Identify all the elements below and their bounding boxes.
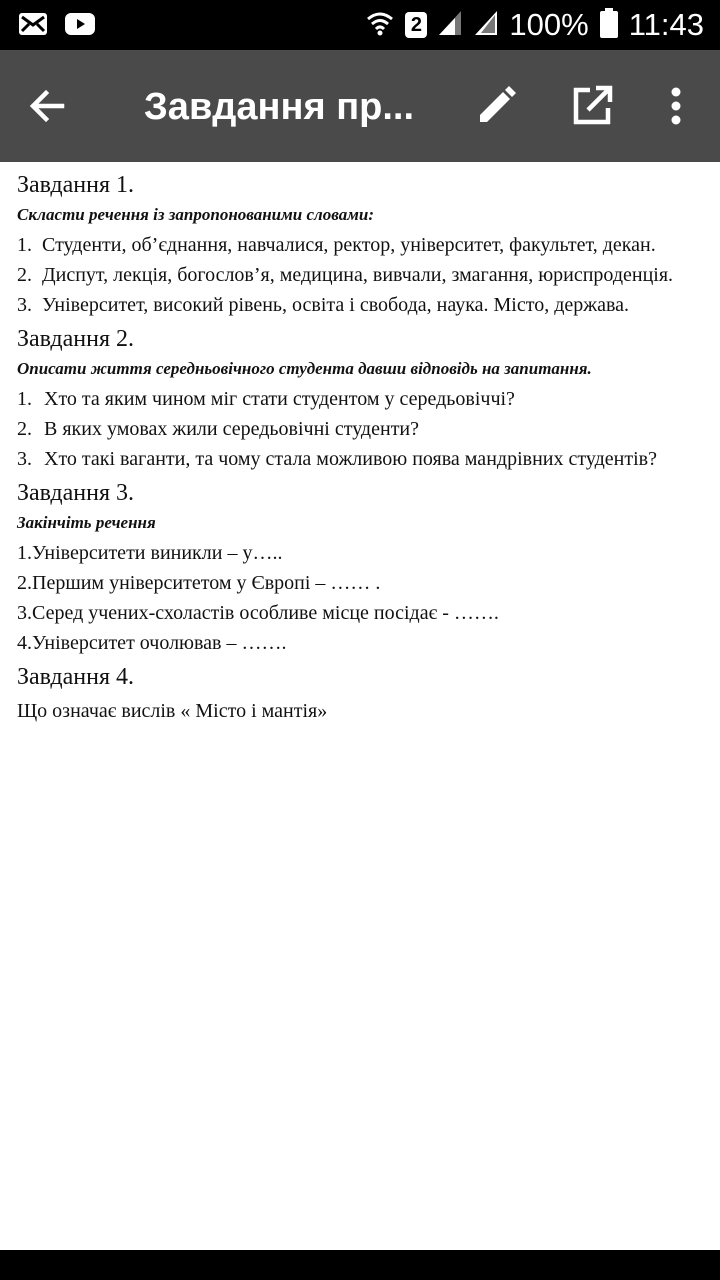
- signal-strength-icon: [437, 9, 463, 42]
- list-number: 1.: [17, 388, 32, 410]
- open-in-new-icon[interactable]: [568, 82, 616, 130]
- list-number: 2.: [17, 418, 32, 440]
- back-arrow-icon[interactable]: [24, 82, 72, 130]
- task4-heading: Завдання 4.: [17, 664, 134, 690]
- clock: 11:43: [628, 7, 704, 42]
- list-text: Хто та яким чином міг стати студентом у середьовіччі?: [44, 388, 515, 410]
- task3-heading: Завдання 3.: [17, 480, 134, 506]
- list-text: Диспут, лекція, богослов’я, медицина, вивчали, змагання, юриспроденція.: [42, 264, 674, 286]
- task1-instruction: Скласти речення із запропонованими словами:: [17, 205, 374, 224]
- list-item: [17, 230, 703, 260]
- list-number: 3.: [17, 294, 32, 316]
- list-item: [17, 414, 703, 444]
- sim-card-badge: 2: [405, 12, 427, 38]
- task2-instruction: Описати життя середньовічного студента давши відповідь на запитання.: [17, 359, 592, 378]
- list-number: 3.: [17, 448, 32, 470]
- task3-line: 3.Серед учених-схоластів особливе місце посідає - …….: [17, 602, 499, 624]
- youtube-notification-icon: [64, 11, 96, 42]
- task4-question: Що означає вислів « Місто і мантія»: [17, 700, 328, 722]
- task3-line: 2.Першим університетом у Європі – …… .: [17, 572, 381, 594]
- battery-percentage: 100%: [509, 7, 589, 42]
- list-number: 1.: [17, 234, 32, 256]
- list-number: 2.: [17, 264, 32, 286]
- more-options-icon[interactable]: [652, 82, 700, 130]
- signal-strength-secondary-icon: [473, 9, 499, 42]
- task1-list: [17, 230, 703, 320]
- document-content: [17, 170, 703, 726]
- app-toolbar: [0, 50, 720, 162]
- task2-heading: Завдання 2.: [17, 326, 134, 352]
- list-item: [17, 444, 703, 474]
- list-text: Студенти, об’єднання, навчалися, ректор, університет, факультет, декан.: [42, 234, 656, 256]
- document-page: [0, 162, 720, 1250]
- list-item: [17, 290, 703, 320]
- navigation-bar: [0, 1250, 720, 1280]
- list-text: В яких умовах жили середьовічні студенти?: [44, 418, 420, 440]
- list-text: Хто такі ваганти, та чому стала можливою поява мандрівних студентів?: [44, 448, 657, 470]
- task3-line: 4.Університет очолював – …….: [17, 632, 287, 654]
- edit-pencil-icon[interactable]: [472, 82, 520, 130]
- list-item: [17, 384, 703, 414]
- document-title: Завдання пр...: [144, 86, 415, 128]
- task3-line: 1.Університети виникли – у…..: [17, 542, 283, 564]
- task2-list: [17, 384, 703, 474]
- list-text: Університет, високий рівень, освіта і свобода, наука. Місто, держава.: [42, 294, 630, 316]
- task3-instruction: Закінчіть речення: [17, 513, 156, 532]
- wifi-icon: [365, 9, 395, 42]
- email-notification-icon: [18, 11, 48, 42]
- list-item: [17, 260, 703, 290]
- notification-icons: [18, 11, 96, 42]
- status-bar: [0, 0, 720, 50]
- task1-heading: Завдання 1.: [17, 172, 134, 198]
- battery-icon: [599, 7, 619, 44]
- system-status: [365, 0, 704, 50]
